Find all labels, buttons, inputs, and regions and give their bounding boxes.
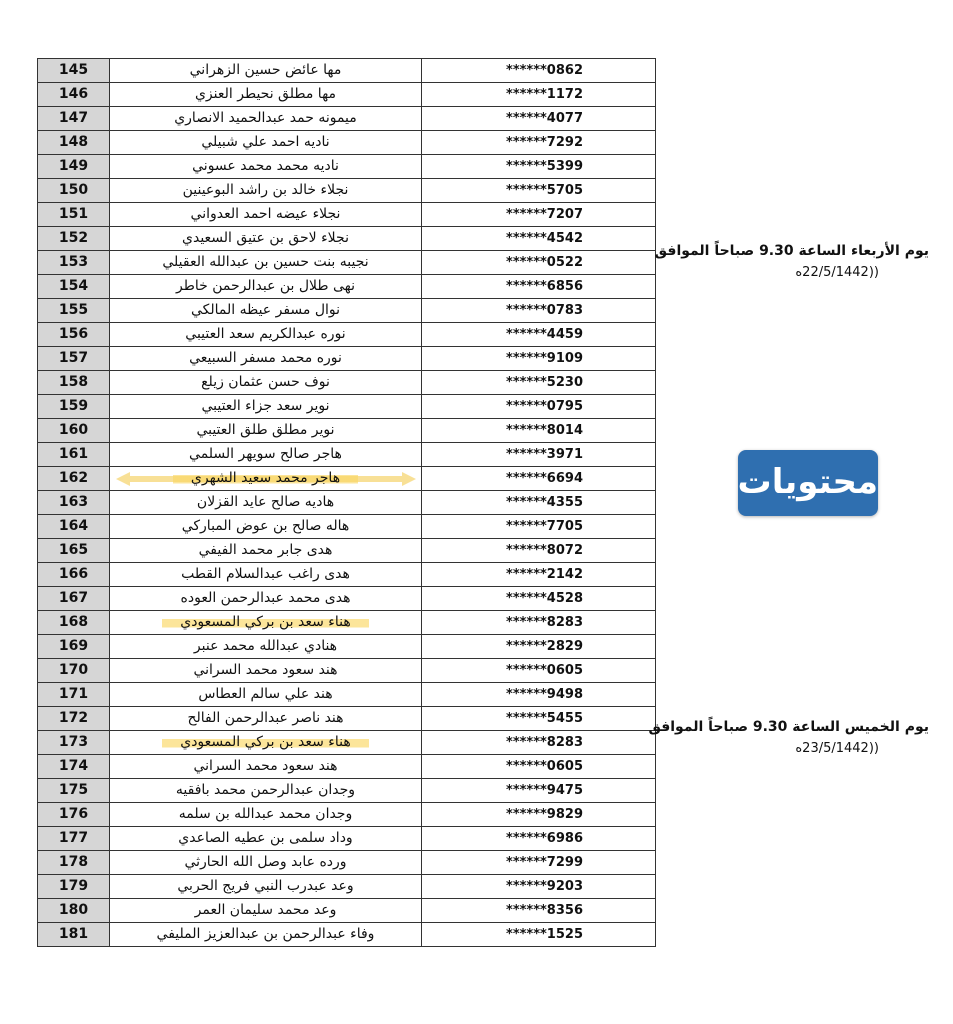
name-cell: [110, 611, 422, 635]
id-cell: [422, 803, 656, 827]
id-cell: [422, 611, 656, 635]
person-name: هدى محمد عبدالرحمن العوده: [180, 590, 351, 606]
name-cell: [110, 467, 422, 491]
id-cell: [422, 731, 656, 755]
table-row: [38, 899, 656, 923]
attendee-table-body: [38, 59, 656, 947]
row-number-cell: 148: [38, 131, 110, 155]
table-row: [38, 731, 656, 755]
person-name: هاديه صالح عايد القزلان: [196, 494, 335, 510]
table-row: [38, 707, 656, 731]
row-number-cell: 150: [38, 179, 110, 203]
table-row: [38, 443, 656, 467]
name-cell: [110, 851, 422, 875]
person-name: نوره محمد مسفر السبيعي: [189, 350, 342, 366]
name-cell: [110, 731, 422, 755]
id-cell: [422, 875, 656, 899]
id-number: ******9475: [506, 783, 583, 798]
id-number: ******9109: [506, 351, 583, 366]
name-cell: [110, 59, 422, 83]
id-number: ******6694: [506, 471, 583, 486]
row-number-cell: 173: [38, 731, 110, 755]
row-number-cell: 170: [38, 659, 110, 683]
person-name: هنادي عبدالله محمد عنبر: [193, 638, 338, 654]
person-name: هند سعود محمد السراني: [193, 662, 338, 678]
id-number: ******7705: [506, 519, 583, 534]
name-cell: [110, 155, 422, 179]
table-row: [38, 635, 656, 659]
name-cell: [110, 659, 422, 683]
name-cell: [110, 707, 422, 731]
name-cell: [110, 899, 422, 923]
table-row: [38, 923, 656, 947]
id-cell: [422, 515, 656, 539]
name-cell: [110, 491, 422, 515]
table-row: [38, 179, 656, 203]
id-number: ******1172: [506, 87, 583, 102]
table-row: [38, 563, 656, 587]
id-number: ******2142: [506, 567, 583, 582]
row-number-cell: 151: [38, 203, 110, 227]
id-cell: [422, 899, 656, 923]
row-number-cell: 157: [38, 347, 110, 371]
id-cell: [422, 347, 656, 371]
table-row: [38, 299, 656, 323]
person-name: هناء سعد بن بركي المسعودي: [162, 734, 369, 750]
person-name: هاجر صالح سويهر السلمي: [189, 446, 342, 462]
id-cell: [422, 419, 656, 443]
person-name: نوير سعد جزاء العتيبي: [201, 398, 330, 414]
session-date: ((22/5/1442ه: [795, 265, 879, 280]
name-cell: [110, 227, 422, 251]
row-number-cell: 153: [38, 251, 110, 275]
id-cell: [422, 275, 656, 299]
id-number: ******4542: [506, 231, 583, 246]
table-row: [38, 203, 656, 227]
id-number: ******8283: [506, 735, 583, 750]
id-number: ******8283: [506, 615, 583, 630]
name-cell: [110, 107, 422, 131]
row-number-cell: 181: [38, 923, 110, 947]
person-name: نجلاء خالد بن راشد البوعينين: [182, 182, 349, 198]
row-number-cell: 174: [38, 755, 110, 779]
name-cell: [110, 371, 422, 395]
name-cell: [110, 563, 422, 587]
id-cell: [422, 155, 656, 179]
id-number: ******9203: [506, 879, 583, 894]
id-number: ******8356: [506, 903, 583, 918]
session-title: يوم الأربعاء الساعة 9.30 صباحاً الموافق: [654, 243, 929, 259]
id-number: ******5705: [506, 183, 583, 198]
table-row: [38, 611, 656, 635]
id-cell: [422, 635, 656, 659]
person-name: وجدان عبدالرحمن محمد بافقيه: [175, 782, 356, 798]
table-row: [38, 347, 656, 371]
row-number-cell: 145: [38, 59, 110, 83]
id-number: ******6986: [506, 831, 583, 846]
watermark-logo: محتويات: [738, 450, 878, 516]
table-row: [38, 779, 656, 803]
row-number-cell: 180: [38, 899, 110, 923]
person-name: ناديه احمد علي شبيلي: [201, 134, 330, 150]
name-cell: [110, 443, 422, 467]
person-name: ميمونه حمد عبدالحميد الانصاري: [174, 110, 357, 126]
table-row: [38, 851, 656, 875]
row-number-cell: 165: [38, 539, 110, 563]
id-cell: [422, 683, 656, 707]
name-cell: [110, 299, 422, 323]
attendee-table: [37, 58, 656, 947]
person-name: نوال مسفر عيظه المالكي: [190, 302, 341, 318]
row-number-cell: 160: [38, 419, 110, 443]
id-cell: [422, 203, 656, 227]
person-name: نجلاء عيضه احمد العدواني: [190, 206, 341, 222]
row-number-cell: 156: [38, 323, 110, 347]
id-number: ******7292: [506, 135, 583, 150]
table-row: [38, 251, 656, 275]
table-row: [38, 875, 656, 899]
name-cell: [110, 515, 422, 539]
person-name: نجلاء لاحق بن عتيق السعيدي: [182, 230, 349, 246]
row-number-cell: 149: [38, 155, 110, 179]
name-cell: [110, 779, 422, 803]
name-cell: [110, 131, 422, 155]
id-cell: [422, 443, 656, 467]
row-number-cell: 171: [38, 683, 110, 707]
id-number: ******2829: [506, 639, 583, 654]
id-cell: [422, 323, 656, 347]
id-number: ******8072: [506, 543, 583, 558]
name-cell: [110, 539, 422, 563]
id-number: ******6856: [506, 279, 583, 294]
row-number-cell: 158: [38, 371, 110, 395]
id-cell: [422, 467, 656, 491]
row-number-cell: 168: [38, 611, 110, 635]
person-name: نجيبه بنت حسين بن عبدالله العقيلي: [162, 254, 369, 270]
id-cell: [422, 371, 656, 395]
name-cell: [110, 875, 422, 899]
person-name: وفاء عبدالرحمن بن عبدالعزيز المليفي: [156, 926, 375, 942]
person-name: وعد عبدرب النبي فريج الحربي: [177, 878, 354, 894]
id-number: ******8014: [506, 423, 583, 438]
attendee-table-container: [37, 58, 655, 947]
name-cell: [110, 923, 422, 947]
id-number: ******0783: [506, 303, 583, 318]
id-number: ******1525: [506, 927, 583, 942]
row-number-cell: 167: [38, 587, 110, 611]
id-cell: [422, 707, 656, 731]
name-cell: [110, 83, 422, 107]
person-name: وداد سلمى بن عطيه الصاعدي: [178, 830, 353, 846]
row-number-cell: 176: [38, 803, 110, 827]
table-row: [38, 587, 656, 611]
id-number: ******4077: [506, 111, 583, 126]
id-number: ******4355: [506, 495, 583, 510]
session-wednesday: [639, 240, 929, 284]
person-name: نوير مطلق طلق العتيبي: [196, 422, 335, 438]
person-name: هدى جابر محمد الفيفي: [198, 542, 333, 558]
row-number-cell: 166: [38, 563, 110, 587]
id-cell: [422, 179, 656, 203]
row-number-cell: 179: [38, 875, 110, 899]
row-number-cell: 164: [38, 515, 110, 539]
person-name: وعد محمد سليمان العمر: [194, 902, 337, 918]
id-cell: [422, 395, 656, 419]
person-name: نوف حسن عثمان زيلع: [201, 374, 330, 390]
person-name: هند سعود محمد السراني: [193, 758, 338, 774]
table-row: [38, 395, 656, 419]
person-name: ناديه محمد محمد عسوني: [192, 158, 339, 174]
table-row: [38, 155, 656, 179]
id-number: ******5230: [506, 375, 583, 390]
id-cell: [422, 299, 656, 323]
person-name: هناء سعد بن بركي المسعودي: [162, 614, 369, 630]
id-number: ******3971: [506, 447, 583, 462]
name-cell: [110, 275, 422, 299]
row-number-cell: 169: [38, 635, 110, 659]
person-name: هند ناصر عبدالرحمن الفالح: [187, 710, 344, 726]
table-row: [38, 827, 656, 851]
id-cell: [422, 923, 656, 947]
table-row: [38, 467, 656, 491]
id-number: ******9829: [506, 807, 583, 822]
person-name: هاله صالح بن عوض المباركي: [181, 518, 350, 534]
row-number-cell: 177: [38, 827, 110, 851]
row-number-cell: 159: [38, 395, 110, 419]
row-number-cell: 162: [38, 467, 110, 491]
row-number-cell: 163: [38, 491, 110, 515]
id-number: ******7299: [506, 855, 583, 870]
table-row: [38, 227, 656, 251]
person-name: ورده عابد وصل الله الحارثي: [184, 854, 347, 870]
id-cell: [422, 827, 656, 851]
id-cell: [422, 251, 656, 275]
id-cell: [422, 83, 656, 107]
table-row: [38, 83, 656, 107]
name-cell: [110, 179, 422, 203]
person-name: نوره عبدالكريم سعد العتيبي: [185, 326, 346, 342]
id-number: ******0605: [506, 663, 583, 678]
name-cell: [110, 803, 422, 827]
id-number: ******4459: [506, 327, 583, 342]
id-number: ******9498: [506, 687, 583, 702]
table-row: [38, 275, 656, 299]
session-title: يوم الخميس الساعة 9.30 صباحاً الموافق: [648, 719, 929, 735]
row-number-cell: 152: [38, 227, 110, 251]
id-cell: [422, 587, 656, 611]
id-number: ******0862: [506, 63, 583, 78]
person-name: هند علي سالم العطاس: [198, 686, 333, 702]
id-number: ******0795: [506, 399, 583, 414]
name-cell: [110, 827, 422, 851]
name-cell: [110, 323, 422, 347]
table-row: [38, 683, 656, 707]
name-cell: [110, 395, 422, 419]
name-cell: [110, 587, 422, 611]
id-cell: [422, 59, 656, 83]
id-number: ******0605: [506, 759, 583, 774]
table-row: [38, 491, 656, 515]
table-row: [38, 419, 656, 443]
id-cell: [422, 779, 656, 803]
name-cell: [110, 635, 422, 659]
name-cell: [110, 419, 422, 443]
person-name: وجدان محمد عبدالله بن سلمه: [178, 806, 353, 822]
table-row: [38, 755, 656, 779]
id-cell: [422, 539, 656, 563]
id-cell: [422, 659, 656, 683]
name-cell: [110, 203, 422, 227]
person-name: هدى راغب عبدالسلام القطب: [181, 566, 350, 582]
row-number-cell: 178: [38, 851, 110, 875]
table-row: [38, 515, 656, 539]
id-number: ******5399: [506, 159, 583, 174]
table-row: [38, 803, 656, 827]
id-cell: [422, 131, 656, 155]
session-thursday: [639, 716, 929, 760]
table-row: [38, 371, 656, 395]
id-cell: [422, 563, 656, 587]
row-number-cell: 147: [38, 107, 110, 131]
id-number: ******5455: [506, 711, 583, 726]
table-row: [38, 107, 656, 131]
id-cell: [422, 227, 656, 251]
id-number: ******4528: [506, 591, 583, 606]
id-cell: [422, 755, 656, 779]
name-cell: [110, 251, 422, 275]
table-row: [38, 659, 656, 683]
row-number-cell: 155: [38, 299, 110, 323]
name-cell: [110, 347, 422, 371]
id-number: ******0522: [506, 255, 583, 270]
row-number-cell: 146: [38, 83, 110, 107]
person-name: مها مطلق نحيطر العنزي: [194, 86, 337, 102]
row-number-cell: 172: [38, 707, 110, 731]
name-cell: [110, 683, 422, 707]
person-name: مها عائض حسين الزهراني: [189, 62, 342, 78]
id-cell: [422, 491, 656, 515]
table-row: [38, 131, 656, 155]
table-row: [38, 539, 656, 563]
person-name: هاجر محمد سعيد الشهري: [173, 470, 358, 486]
row-number-cell: 154: [38, 275, 110, 299]
row-number-cell: 161: [38, 443, 110, 467]
session-date: ((23/5/1442ه: [795, 741, 879, 756]
name-cell: [110, 755, 422, 779]
table-row: [38, 323, 656, 347]
id-cell: [422, 107, 656, 131]
table-row: [38, 59, 656, 83]
id-cell: [422, 851, 656, 875]
row-number-cell: 175: [38, 779, 110, 803]
person-name: نهى طلال بن عبدالرحمن خاطر: [175, 278, 356, 294]
id-number: ******7207: [506, 207, 583, 222]
